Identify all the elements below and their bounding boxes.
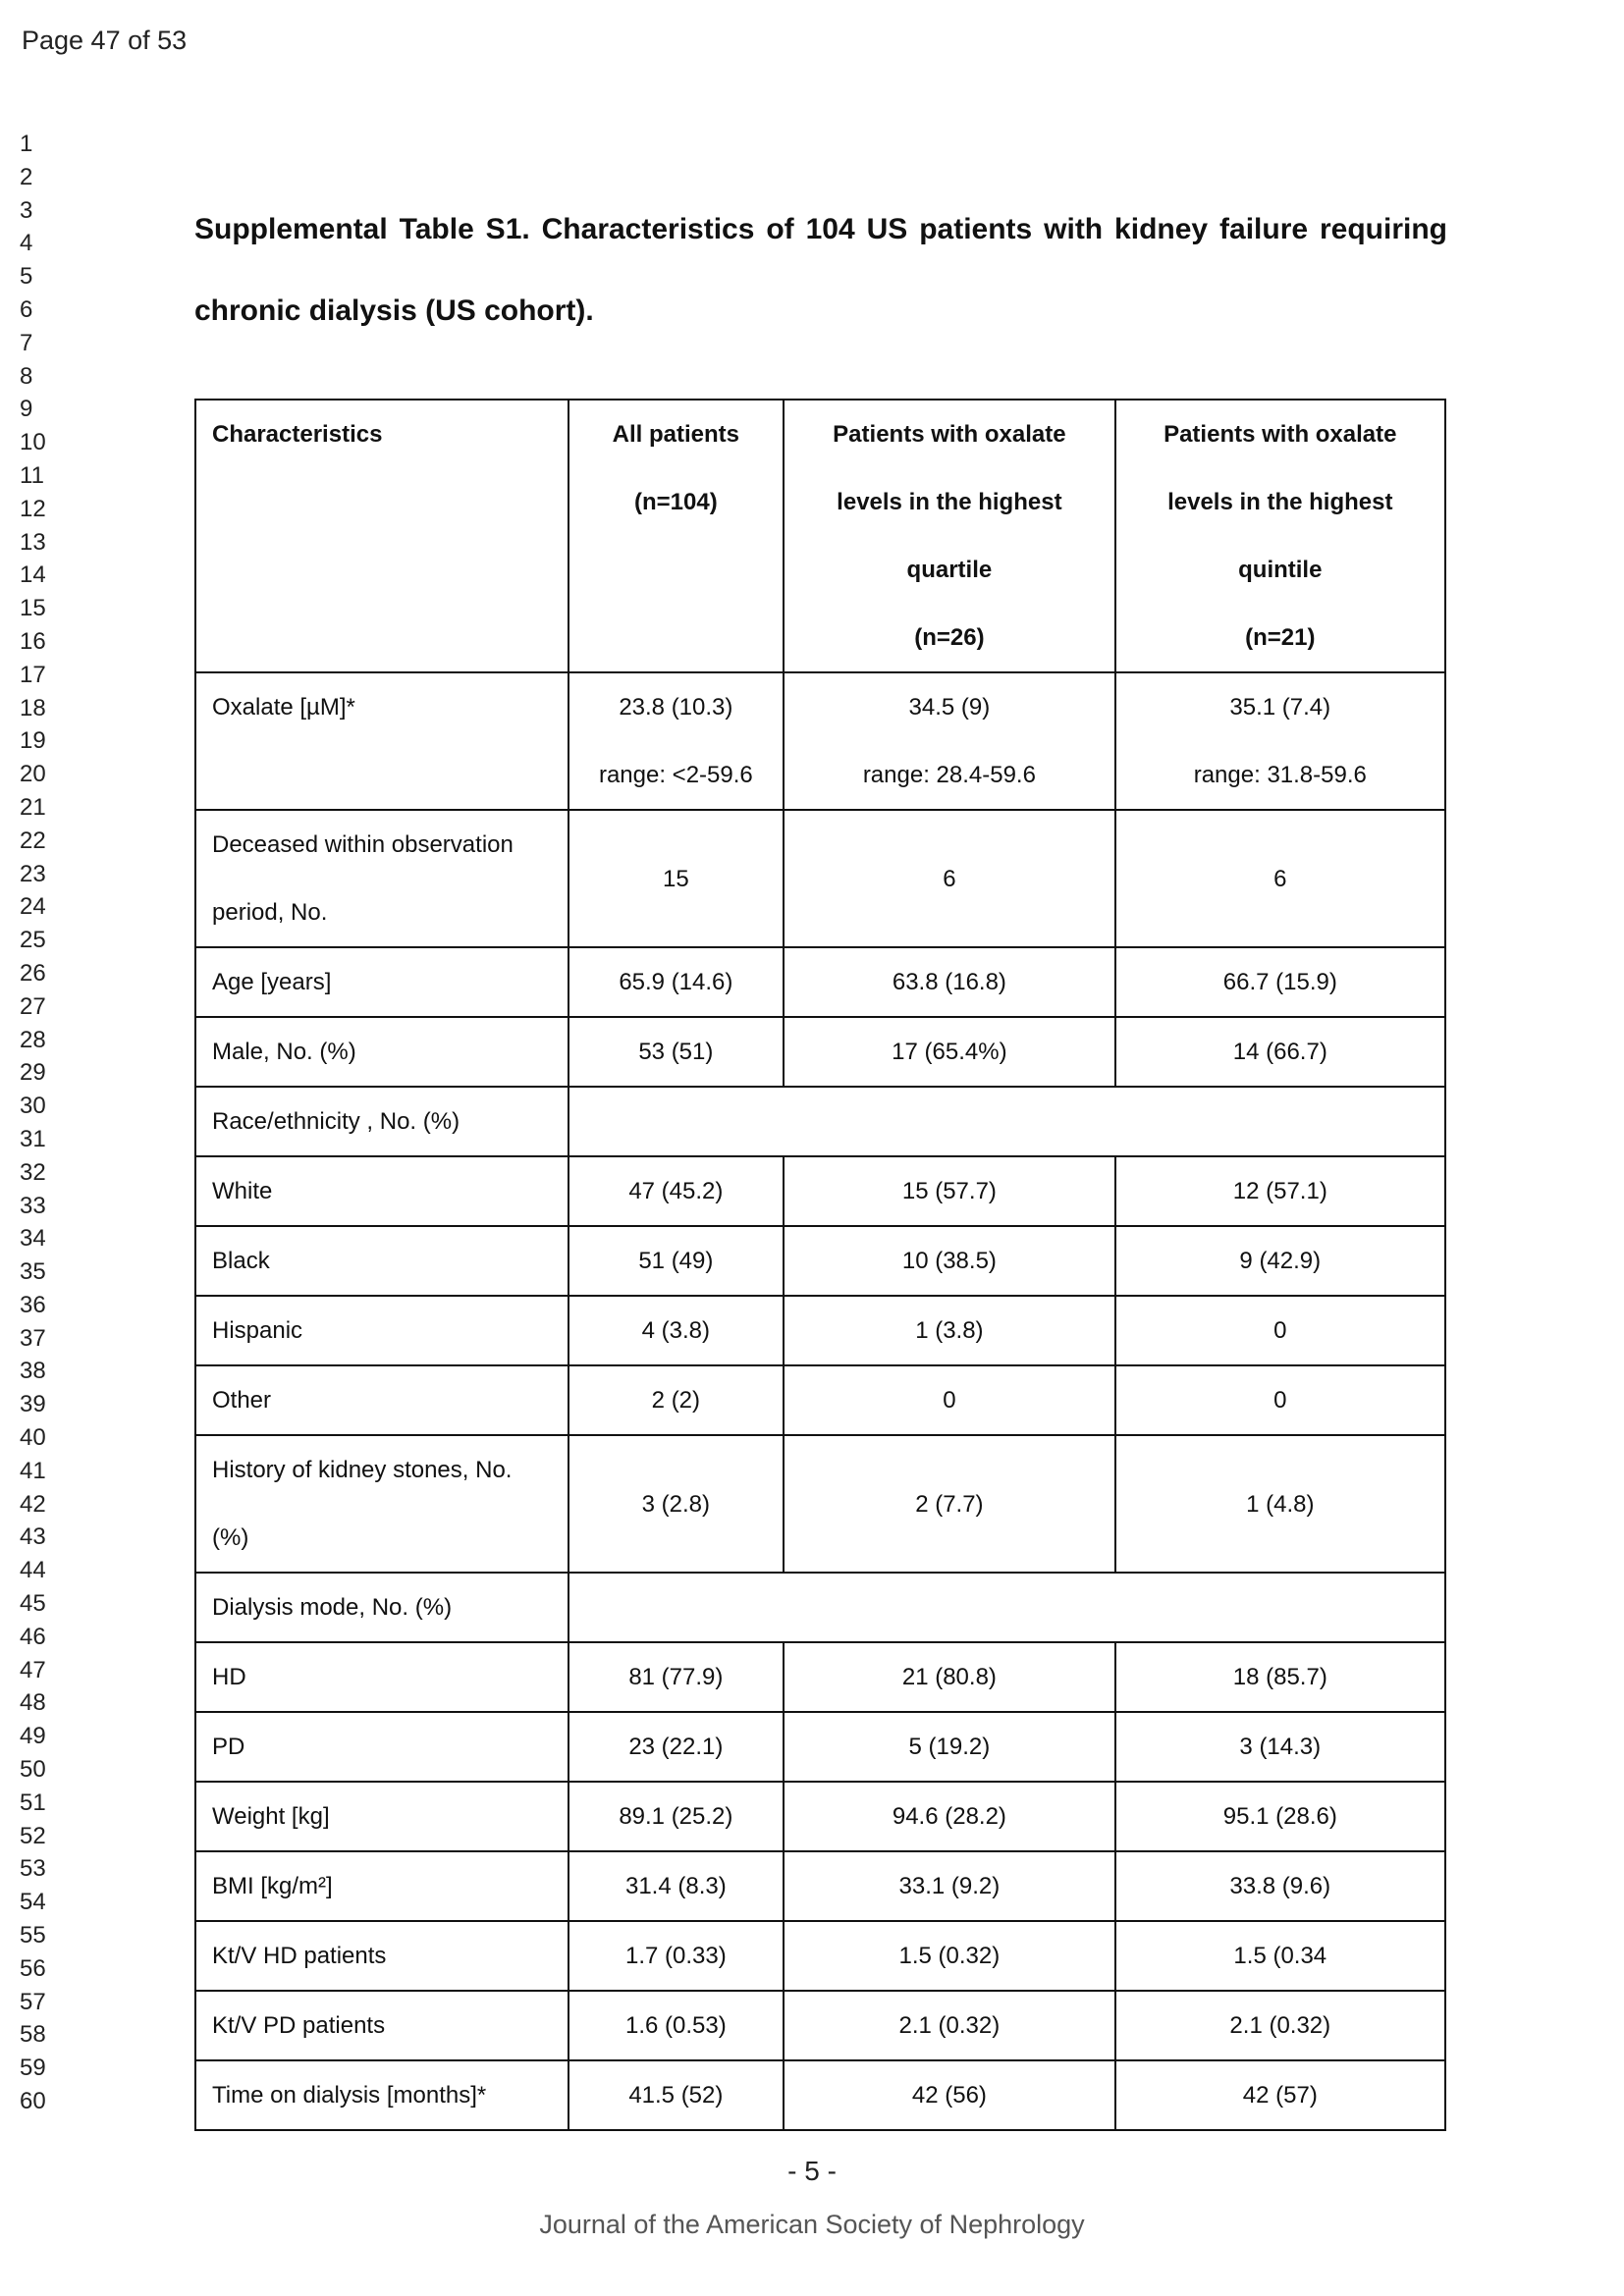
- cell-value: 51 (49): [638, 1248, 714, 1274]
- row-label-line: PD: [212, 1734, 245, 1760]
- cell-value: 41.5 (52): [628, 2082, 724, 2109]
- row-label-line: Oxalate [µM]*: [212, 694, 355, 721]
- table-cell: [1115, 1921, 1445, 1991]
- table-row: [195, 1642, 1445, 1712]
- row-label-line: Age [years]: [212, 969, 332, 995]
- cell-value: range: 28.4-59.6: [862, 762, 1036, 788]
- cell-value: 2 (7.7): [915, 1490, 984, 1518]
- table-cell: [784, 1435, 1114, 1573]
- table-cell: [1115, 672, 1445, 810]
- cell-value: 1.5 (0.34: [1233, 1943, 1327, 1969]
- line-number: 55: [20, 1922, 46, 1949]
- table-row: [195, 1921, 1445, 1991]
- table-cell: [1115, 1991, 1445, 2060]
- line-number: 28: [20, 1026, 46, 1053]
- table-row: [195, 1156, 1445, 1226]
- table-cell: [1115, 1365, 1445, 1435]
- cell-value: 81 (77.9): [628, 1664, 724, 1690]
- line-number: 59: [20, 2055, 46, 2082]
- row-label: [195, 1712, 568, 1782]
- table-row: [195, 1296, 1445, 1365]
- cell-value: 31.4 (8.3): [624, 1873, 727, 1899]
- row-label: [195, 947, 568, 1017]
- cell-value: range: 31.8-59.6: [1193, 762, 1367, 788]
- table-cell: [568, 1712, 785, 1782]
- line-number: 58: [20, 2021, 46, 2049]
- cell-value: 23 (22.1): [628, 1734, 724, 1760]
- column-header-line: (n=26): [914, 624, 985, 651]
- row-label-line: (%): [212, 1524, 249, 1551]
- table-cell: [784, 1365, 1114, 1435]
- line-number: 23: [20, 860, 46, 887]
- table-cell: [1115, 947, 1445, 1017]
- line-number: 44: [20, 1557, 46, 1584]
- table-cell: [1115, 1226, 1445, 1296]
- line-number: 34: [20, 1225, 46, 1253]
- table-cell: [1115, 1642, 1445, 1712]
- table-row: [195, 810, 1445, 947]
- row-label-line: BMI [kg/m²]: [212, 1873, 333, 1899]
- table-cell: [784, 1156, 1114, 1226]
- cell-value: 1 (4.8): [1246, 1490, 1315, 1518]
- cell-value: 4 (3.8): [641, 1317, 711, 1344]
- table-row: [195, 1991, 1445, 2060]
- table-cell: [1115, 1435, 1445, 1573]
- cell-value: 1.6 (0.53): [624, 2012, 727, 2039]
- line-number: 2: [20, 163, 33, 190]
- cell-value: 5 (19.2): [908, 1734, 991, 1760]
- line-number: 25: [20, 927, 46, 954]
- cell-value: 6: [943, 865, 956, 892]
- row-label-line: Dialysis mode, No. (%): [212, 1594, 453, 1621]
- row-label: [195, 1782, 568, 1851]
- column-header-line: (n=104): [634, 489, 718, 515]
- line-number: 51: [20, 1789, 46, 1816]
- table-cell: [568, 672, 785, 810]
- line-number: 26: [20, 959, 46, 987]
- line-number: 52: [20, 1822, 46, 1849]
- row-label-line: Deceased within observation: [212, 831, 514, 858]
- column-header-line: Patients with oxalate: [833, 421, 1066, 448]
- line-number: 45: [20, 1590, 46, 1618]
- cell-value: 53 (51): [638, 1039, 714, 1065]
- cell-value: 89.1 (25.2): [619, 1803, 733, 1830]
- cell-value: 18 (85.7): [1232, 1664, 1327, 1690]
- table-cell: [1115, 810, 1445, 947]
- line-number: 16: [20, 627, 46, 655]
- table-cell: [1115, 1712, 1445, 1782]
- line-number: 11: [20, 461, 44, 489]
- line-number: 4: [20, 230, 33, 257]
- line-number: 37: [20, 1324, 46, 1352]
- column-header-line: (n=21): [1245, 624, 1316, 651]
- row-label-line: HD: [212, 1664, 246, 1690]
- table-cell: [568, 1435, 785, 1573]
- row-label: [195, 810, 568, 947]
- line-number: 57: [20, 1988, 46, 2015]
- line-number: 3: [20, 196, 33, 224]
- line-number: 36: [20, 1291, 46, 1318]
- table-cell: [1115, 1296, 1445, 1365]
- cell-value: 1.7 (0.33): [624, 1943, 727, 1969]
- cell-value: 3 (14.3): [1239, 1734, 1322, 1760]
- table-cell: [568, 1851, 785, 1921]
- row-label: [195, 1921, 568, 1991]
- table-cell: [784, 810, 1114, 947]
- table-cell: [1115, 1156, 1445, 1226]
- line-number: 17: [20, 661, 46, 688]
- row-label-line: Weight [kg]: [212, 1803, 330, 1830]
- line-number: 60: [20, 2088, 46, 2115]
- characteristics-table: [194, 399, 1446, 2131]
- table-row: [195, 1435, 1445, 1573]
- table-cell: [784, 947, 1114, 1017]
- table-cell: [784, 1991, 1114, 2060]
- column-header-line: quartile: [906, 557, 993, 583]
- row-label-line: period, No.: [212, 899, 328, 926]
- row-label-line: Kt/V HD patients: [212, 1943, 387, 1969]
- cell-value: 42 (57): [1242, 2082, 1318, 2109]
- line-number: 24: [20, 893, 46, 921]
- table-cell: [784, 1642, 1114, 1712]
- cell-value: 9 (42.9): [1239, 1248, 1322, 1274]
- cell-value: 14 (66.7): [1232, 1039, 1327, 1065]
- line-number: 33: [20, 1192, 46, 1219]
- cell-value: 95.1 (28.6): [1222, 1803, 1337, 1830]
- table-cell: [784, 672, 1114, 810]
- cell-value: 15 (57.7): [901, 1178, 997, 1204]
- table-cell: [784, 1851, 1114, 1921]
- line-number: 9: [20, 396, 33, 423]
- cell-value: 3 (2.8): [641, 1490, 711, 1518]
- line-number: 56: [20, 1954, 46, 1982]
- line-numbers: [20, 128, 79, 2118]
- table-cell: [784, 1782, 1114, 1851]
- table-cell: [568, 1991, 785, 2060]
- line-number: 22: [20, 827, 46, 854]
- table-cell: [568, 810, 785, 947]
- row-label: [195, 1642, 568, 1712]
- row-label: [195, 1573, 568, 1642]
- line-number: 29: [20, 1059, 46, 1087]
- row-label-line: History of kidney stones, No.: [212, 1457, 513, 1483]
- row-label: [195, 2060, 568, 2130]
- table-row: [195, 672, 1445, 810]
- line-number: 13: [20, 528, 46, 556]
- line-number: 50: [20, 1756, 46, 1784]
- row-label: [195, 1991, 568, 2060]
- line-number: 40: [20, 1424, 46, 1452]
- page-label: Page 47 of 53: [22, 26, 188, 55]
- row-label: [195, 1017, 568, 1087]
- cell-value: 17 (65.4%): [892, 1039, 1007, 1065]
- line-number: 46: [20, 1623, 46, 1650]
- row-label-line: Time on dialysis [months]*: [212, 2082, 487, 2109]
- line-number: 8: [20, 362, 33, 390]
- cell-value: 2.1 (0.32): [1229, 2012, 1331, 2039]
- row-label: [195, 1435, 568, 1573]
- table-cell: [784, 1226, 1114, 1296]
- table-cell: [1115, 1782, 1445, 1851]
- line-number: 32: [20, 1158, 46, 1186]
- column-header-line: Patients with oxalate: [1164, 421, 1397, 448]
- table-row: [195, 2060, 1445, 2130]
- section-spacer-cell: [568, 1573, 1445, 1642]
- line-number: 38: [20, 1358, 46, 1385]
- table-row: [195, 1017, 1445, 1087]
- row-label-line: Hispanic: [212, 1317, 303, 1344]
- line-number: 10: [20, 429, 46, 456]
- cell-value: range: <2-59.6: [598, 762, 753, 788]
- column-header: [195, 400, 568, 672]
- table-header-row: [195, 400, 1445, 672]
- cell-value: 63.8 (16.8): [892, 969, 1006, 995]
- line-number: 12: [20, 495, 46, 522]
- line-number: 6: [20, 295, 33, 323]
- line-number: 15: [20, 595, 46, 622]
- cell-value: 10 (38.5): [901, 1248, 997, 1274]
- line-number: 54: [20, 1889, 46, 1916]
- line-number: 18: [20, 694, 46, 721]
- cell-value: 35.1 (7.4): [1229, 694, 1331, 721]
- table-cell: [568, 1921, 785, 1991]
- line-number: 5: [20, 263, 33, 291]
- table-cell: [1115, 1017, 1445, 1087]
- line-number: 43: [20, 1523, 46, 1551]
- line-number: 14: [20, 561, 46, 589]
- line-number: 1: [20, 131, 33, 157]
- table-title: Supplemental Table S1. Characteristics of 104 US patients with kidney failure requiring chronic dialysis (US cohort).: [194, 213, 1447, 327]
- table-cell: [568, 1642, 785, 1712]
- table-cell: [568, 1156, 785, 1226]
- column-header-line: levels in the highest: [837, 489, 1062, 515]
- row-label-line: Race/ethnicity , No. (%): [212, 1108, 460, 1135]
- cell-value: 2.1 (0.32): [898, 2012, 1001, 2039]
- table-cell: [568, 1296, 785, 1365]
- table-row: [195, 1712, 1445, 1782]
- line-number: 41: [20, 1457, 46, 1484]
- table-cell: [568, 2060, 785, 2130]
- cell-value: 34.5 (9): [908, 694, 991, 721]
- cell-value: 47 (45.2): [628, 1178, 724, 1204]
- cell-value: 12 (57.1): [1232, 1178, 1327, 1204]
- line-number: 27: [20, 992, 46, 1020]
- line-number: 19: [20, 727, 46, 755]
- cell-value: 33.1 (9.2): [898, 1873, 1001, 1899]
- table-cell: [784, 1017, 1114, 1087]
- row-label: [195, 1226, 568, 1296]
- row-label-line: Kt/V PD patients: [212, 2012, 386, 2039]
- row-label: [195, 1087, 568, 1156]
- table-cell: [784, 1296, 1114, 1365]
- cell-value: 21 (80.8): [901, 1664, 997, 1690]
- line-number: 7: [20, 329, 33, 356]
- table-row: [195, 1365, 1445, 1435]
- cell-value: 94.6 (28.2): [892, 1803, 1006, 1830]
- line-number: 21: [20, 793, 46, 821]
- table-cell: [1115, 2060, 1445, 2130]
- row-label: [195, 1296, 568, 1365]
- section-spacer-cell: [568, 1087, 1445, 1156]
- row-label-line: Other: [212, 1387, 272, 1414]
- table-row: [195, 1851, 1445, 1921]
- line-number: 35: [20, 1258, 46, 1286]
- row-label-line: Black: [212, 1248, 270, 1274]
- table-row: [195, 947, 1445, 1017]
- row-label-line: Male, No. (%): [212, 1039, 356, 1065]
- table-cell: [568, 1226, 785, 1296]
- table-cell: [568, 1017, 785, 1087]
- row-label: [195, 1365, 568, 1435]
- cell-value: 2 (2): [651, 1387, 701, 1414]
- line-number: 30: [20, 1093, 46, 1120]
- line-number: 31: [20, 1125, 46, 1152]
- column-header: [1115, 400, 1445, 672]
- row-label: [195, 1156, 568, 1226]
- row-label: [195, 672, 568, 810]
- line-number: 39: [20, 1391, 46, 1418]
- table-cell: [1115, 1851, 1445, 1921]
- table-row: [195, 1782, 1445, 1851]
- line-number: 47: [20, 1656, 46, 1683]
- cell-value: 1.5 (0.32): [898, 1943, 1001, 1969]
- column-header-line: All patients: [612, 421, 740, 448]
- table-row: [195, 1226, 1445, 1296]
- column-header-line: levels in the highest: [1167, 489, 1393, 515]
- cell-value: 66.7 (15.9): [1222, 969, 1337, 995]
- line-number: 48: [20, 1689, 46, 1717]
- cell-value: 23.8 (10.3): [619, 694, 733, 721]
- cell-value: 6: [1273, 865, 1287, 892]
- table-cell: [784, 1921, 1114, 1991]
- table-cell: [568, 947, 785, 1017]
- section-row: [195, 1573, 1445, 1642]
- line-number: 20: [20, 761, 46, 788]
- table-cell: [568, 1365, 785, 1435]
- cell-value: 42 (56): [911, 2082, 987, 2109]
- column-header-line: Characteristics: [212, 421, 383, 448]
- table-cell: [568, 1782, 785, 1851]
- cell-value: 15: [663, 865, 689, 892]
- row-label-line: White: [212, 1178, 273, 1204]
- line-number: 53: [20, 1855, 46, 1883]
- table-cell: [784, 2060, 1114, 2130]
- table-cell: [784, 1712, 1114, 1782]
- line-number: 49: [20, 1723, 46, 1750]
- column-header-line: quintile: [1238, 557, 1323, 583]
- cell-value: 0: [1273, 1317, 1287, 1344]
- row-label: [195, 1851, 568, 1921]
- line-number: 42: [20, 1490, 46, 1518]
- footer-page-number: - 5 -: [787, 2156, 837, 2186]
- column-header: [568, 400, 785, 672]
- cell-value: 0: [943, 1387, 956, 1414]
- cell-value: 0: [1273, 1387, 1287, 1414]
- cell-value: 33.8 (9.6): [1229, 1873, 1331, 1899]
- cell-value: 65.9 (14.6): [619, 969, 733, 995]
- column-header: [784, 400, 1114, 672]
- cell-value: 1 (3.8): [915, 1317, 984, 1344]
- footer-journal-name: Journal of the American Society of Nephrology: [539, 2210, 1085, 2239]
- section-row: [195, 1087, 1445, 1156]
